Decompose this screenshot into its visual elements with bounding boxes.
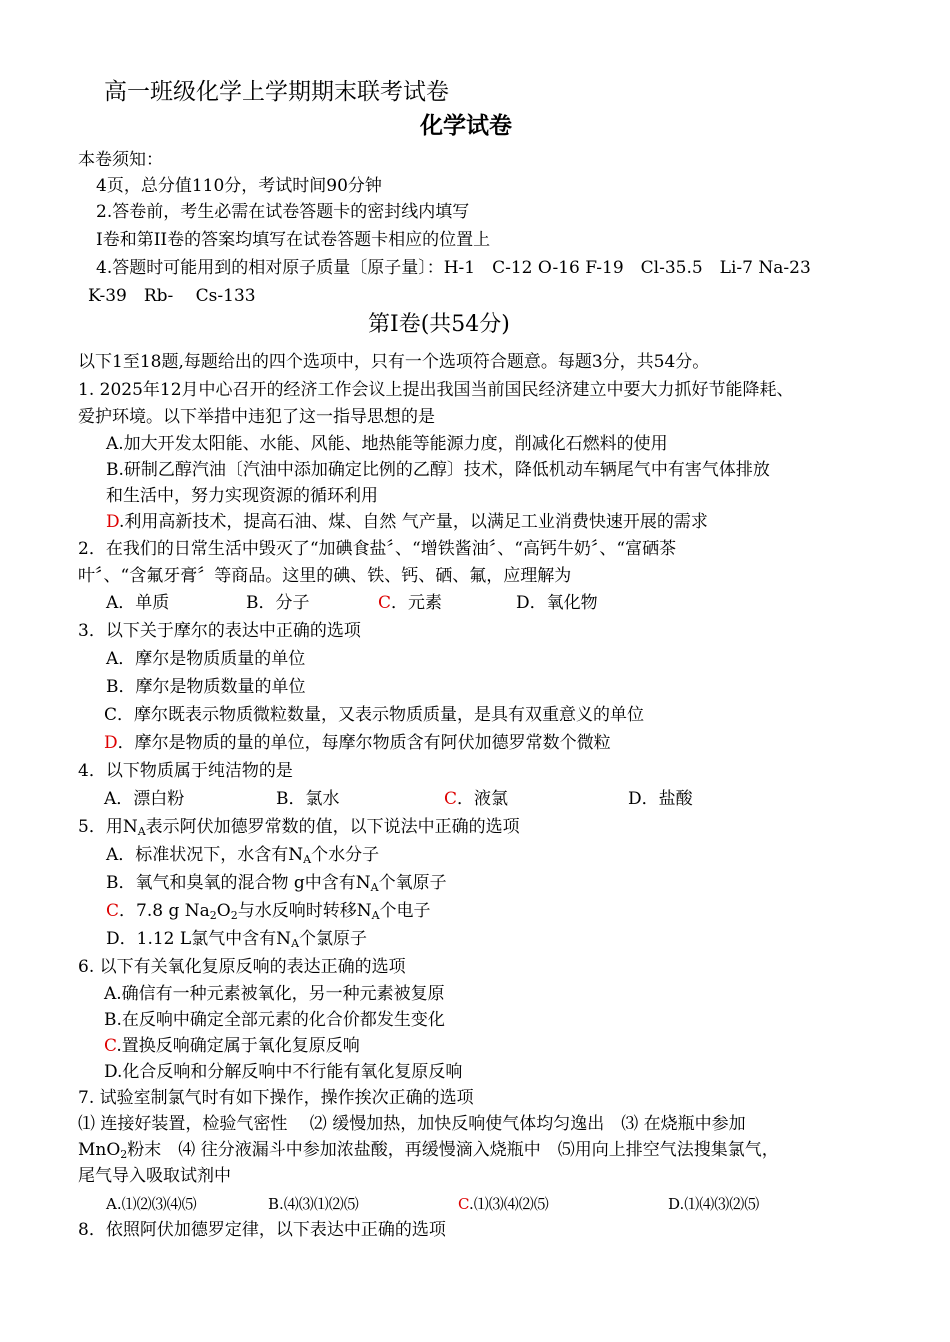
question-4-stem: 4．以下物质属于纯洁物的是 [78,761,293,781]
question-6-option-d: D.化合反响和分解反响中不行能有氧化复原反响 [104,1062,463,1082]
answer-letter: C [106,901,120,921]
question-2-option-a: A．单质 [106,593,170,613]
notice-item: I卷和第II卷的答案均填写在试卷答题卡相应的位置上 [96,230,491,250]
question-7-steps: MnO$_2$粉末 ⑷ 往分液漏斗中参加浓盐酸，再缓慢滴入烧瓶中 ⑸用向上排空气法搜集氯气， [78,1140,779,1161]
question-4-option-d: D．盐酸 [628,789,693,809]
notice-item: K-39 Rb- Cs-133 [88,286,256,306]
question-2-stem: 2．在我们的日常生活中毁灭了“加碘食盐〞、“增铁酱油〞、“高钙牛奶〞、“富硒茶 [78,539,677,559]
question-2-option-b: B．分子 [246,593,310,613]
answer-letter: C [378,593,392,613]
question-2-option-d: D．氧化物 [516,593,598,613]
question-6-stem: 6. 以下有关氧化复原反响的表达正确的选项 [78,957,406,977]
question-5-option-a: A．标准状况下，水含有$N_A$个水分子 [106,845,380,866]
question-1-stem: 1. 2025年12月中心召开的经济工作会议上提出我国当前国民经济建立中要大力抓好节能降耗、 [78,380,794,400]
document-subtitle: 化学试卷 [420,113,512,139]
question-7-option-b: B.⑷⑶⑴⑵⑸ [268,1195,359,1213]
question-7-steps: ⑴ 连接好装置，检验气密性 ⑵ 缓慢加热，加快反响使气体均匀逸出 ⑶ 在烧瓶中参加 [78,1114,746,1134]
question-2-option-c: C．元素 [378,593,443,613]
question-8-stem: 8．依照阿伏加德罗定律，以下表达中正确的选项 [78,1220,446,1240]
notice-item: 2.答卷前，考生必需在试卷答题卡的密封线内填写 [96,202,470,222]
answer-letter: C [458,1195,469,1213]
question-5-stem: 5．用$N_A$表示阿伏加德罗常数的值，以下说法中正确的选项 [78,817,520,838]
question-6-option-b: B.在反响中确定全部元素的化合价都发生变化 [104,1010,445,1030]
document-title: 高一班级化学上学期期末联考试卷 [104,79,449,105]
question-4-option-a: A．漂白粉 [104,789,185,809]
question-4-option-b: B．氯水 [276,789,340,809]
question-1-option-b: 和生活中，努力实现资源的循环利用 [106,486,378,506]
notice-item: 4页，总分值110分，考试时间90分钟 [96,176,382,196]
question-7-steps: 尾气导入吸取试剂中 [78,1166,231,1186]
answer-letter: C [444,789,458,809]
question-3-option-a: A．摩尔是物质质量的单位 [106,649,306,669]
question-3-option-c: C．摩尔既表示物质微粒数量，又表示物质质量，是具有双重意义的单位 [104,705,645,725]
question-6-option-a: A.确信有一种元素被氧化，另一种元素被复原 [104,984,445,1004]
question-5-option-b: B．氧气和臭氧的混合物 g中含有$N_A$个氧原子 [106,873,447,894]
notice-heading: 本卷须知： [78,150,163,170]
question-4-option-c: C．液氯 [444,789,509,809]
question-7-option-a: A.⑴⑵⑶⑷⑸ [106,1195,197,1213]
question-7-stem: 7. 试验室制氯气时有如下操作，操作挨次正确的选项 [78,1088,474,1108]
question-6-option-c: C.置换反响确定属于氧化复原反响 [104,1036,360,1056]
answer-letter: C [104,1036,117,1056]
answer-letter: D [106,512,120,532]
question-2-stem: 叶〞、“含氟牙膏〞等商品。这里的碘、铁、钙、硒、氟，应理解为 [78,566,572,586]
question-1-option-a: A.加大开发太阳能、水能、风能、地热能等能源力度，削减化石燃料的使用 [106,434,668,454]
notice-item: 4.答题时可能用到的相对原子质量〔原子量〕：H-1 C-12 O-16 F-19 Cl-35.5 Li-7 Na-23 [96,258,811,278]
question-5-option-d: D．1.12 L氯气中含有$N_A$个氯原子 [106,929,368,950]
section-intro: 以下1至18题,每题给出的四个选项中，只有一个选项符合题意。每题3分，共54分。 [78,352,710,372]
section-title: 第Ⅰ卷(共54分) [368,312,510,337]
question-7-option-d: D.⑴⑷⑶⑵⑸ [668,1195,760,1213]
question-7-option-c: C.⑴⑶⑷⑵⑸ [458,1195,549,1213]
question-5-option-c: C．7.8 g $Na_2O_2$与水反响时转移$N_A$个电子 [106,901,431,922]
question-1-stem: 爱护环境。以下举措中违犯了这一指导思想的是 [78,407,435,427]
question-1-option-b: B.研制乙醇汽油〔汽油中添加确定比例的乙醇〕技术，降低机动车辆尾气中有害气体排放 [106,460,770,480]
question-3-option-d: D．摩尔是物质的量的单位，每摩尔物质含有阿伏加德罗常数个微粒 [104,733,611,753]
question-1-option-d: D.利用高新技术，提高石油、煤、自然 气产量，以满足工业消费快速开展的需求 [106,512,708,532]
question-3-stem: 3．以下关于摩尔的表达中正确的选项 [78,621,361,641]
answer-letter: D [104,733,118,753]
question-3-option-b: B．摩尔是物质数量的单位 [106,677,306,697]
